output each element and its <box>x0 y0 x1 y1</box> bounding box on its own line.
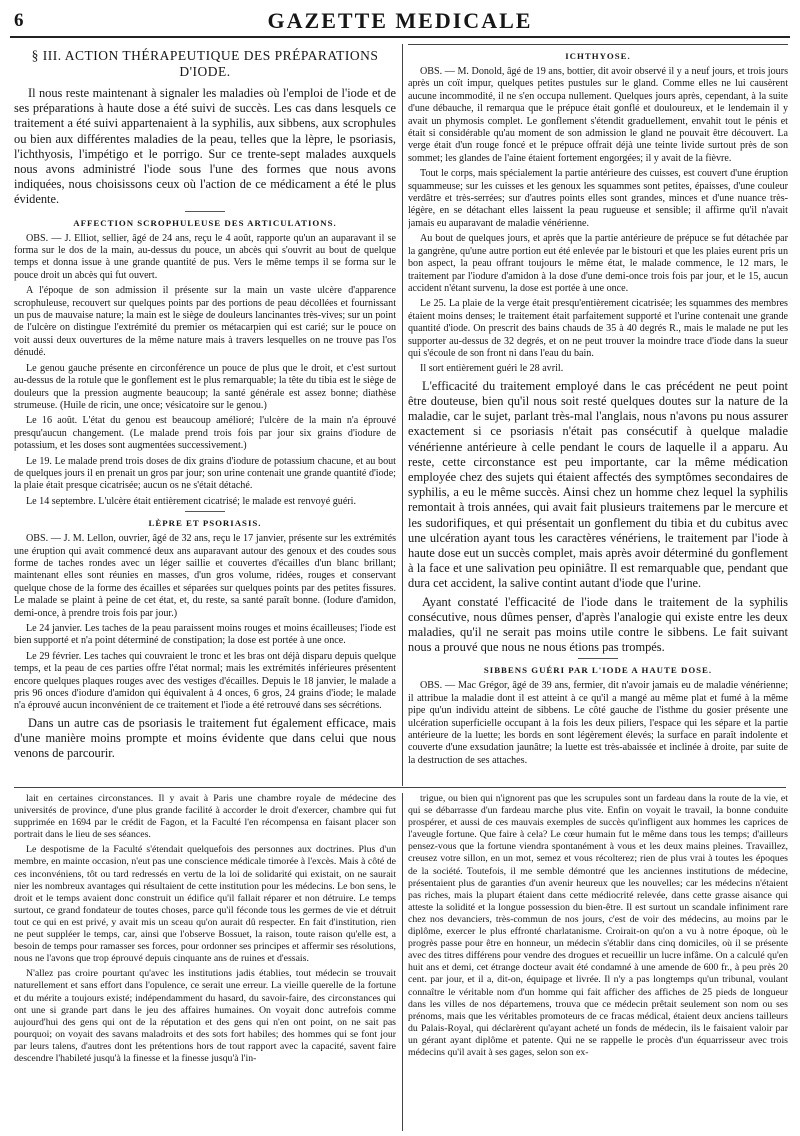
case-paragraph: Le 25. La plaie de la verge était presqu'entièrement cicatrisée; les squammes des membres étaient moins denses; le traitement était parfaitement supporté et l'urine contenait une grande quantité d'iode. On prescrit des bains chauds de 35 à 40 degrés R., mais le malade ne put les supporter au-dessus de 32 degrés, et on ne peut trouver la moindre trace d'iode dans la sueur qui s'écoule de son front ni dans l'eau du bain. <box>408 298 788 359</box>
separator <box>578 658 618 659</box>
case-paragraph: Le 29 février. Les taches qui couvraient le tronc et les bras ont déjà disparu depuis quelque temps, et la peau de ces parties offre l'état normal; mais les extrémités inférieures présentent encore quelques plaques rouges avec des vestiges d'écailles. Depuis le 18 janvier, le malade a pris 96 onces d'iodure d'amidon qui équivalent à 4 onces, 6 gros, 24 grains d'iode; le malade n'a éprouvé aucun inconvénient de ce traitement et l'iode a été retrouvé dans ses sécrétions. <box>14 650 396 712</box>
case-paragraph: Il sort entièrement guéri le 28 avril. <box>420 363 564 375</box>
case-paragraph: Le 16 août. L'état du genou est beaucoup amélioré; l'ulcère de la main n'a éprouvé presqu'aucun changement. (Le malade prend trois fois par jour six grains d'iodure de potassium, et les doses sont augmentées successivement.) <box>14 415 396 452</box>
page-header <box>10 6 790 38</box>
feuilleton-column-divider <box>402 793 403 1131</box>
section-title: § III. ACTION THÉRAPEUTIQUE DES PRÉPARATIONS D'IODE. <box>31 48 379 79</box>
newspaper-page <box>10 6 790 1132</box>
column-divider <box>402 44 403 786</box>
article-columns <box>10 44 790 786</box>
feuilleton-paragraph: Le despotisme de la Faculté s'étendait quelquefois des personnes aux doctrines. Plus d'un membre, en mainte occasion, n'eut pas une conscience médicale timorée à l'excès. Mais à côté de ces inconvéniens, tôt ou tard redressés en vertu de la loi de solidarité qui existait, on ne saurait nier les nombreux avantages qui résultaient de cette institution pour les médecins. Le bon sens, le droit et le temps avaient donc construit un édifice qu'il fallait réparer et non détruire. Le temps surtout, ce grand fondateur de toutes choses, parce qu'il féconde tous les germes de vie et détruit tout ce qui en est privé, y avait mis un sceau qu'on aurait dû respecter. En fait d'institution, rien ne peut suppléer le temps, car, ainsi que l'observe Bossuet, la raison, toute raison qu'elle est, a besoin de temps pour ramasser ses forces, pour ordonner ses principes et affermir ses résolutions, nous ne l'avons que trop éprouvé depuis cinquante ans de ruines et d'essais. <box>14 844 396 965</box>
closing-paragraph: Dans un autre cas de psoriasis le traitement fut également efficace, mais d'une manière moins prompte et moins évidente que dans celui que nous venons de parcourir. <box>14 715 396 761</box>
feuilleton <box>10 793 790 1131</box>
masthead-title: GAZETTE MEDICALE <box>267 8 533 33</box>
separator <box>185 211 225 212</box>
case-paragraph: Le 24 janvier. Les taches de la peau paraissent moins rouges et moins écailleuses; l'iode est bien supporté et n'a point déterminé de constipation; la dose est portée à une once. <box>14 623 396 647</box>
case-paragraph: Le 14 septembre. L'ulcère était entièrement cicatrisé; le malade est renvoyé guéri. <box>26 495 356 507</box>
heading-ichthyosis: ICHTHYOSE. <box>565 51 631 61</box>
feuilleton-left-column <box>14 793 396 1131</box>
heading-leprosy: LÈPRE ET PSORIASIS. <box>148 518 262 529</box>
left-column <box>14 44 396 786</box>
feuilleton-right-column <box>408 793 788 1131</box>
case-paragraph: OBS. — J. Elliot, sellier, âgé de 24 ans, reçu le 4 août, rapporte qu'un an auparavant il se forma sur le dos de la main, au-dessus du pouce, un abcès qui s'ouvrit au bout de quelque temps et donna issue à une grande quantité de pus. Vers le même temps il se forma sur le pouce droit un abcès qui fut ouvert. <box>14 232 396 281</box>
top-rule <box>408 44 788 45</box>
case-paragraph: Le genou gauche présente en circonférence un pouce de plus que le droit, et c'est surtout au-dessus de la rotule que le gonflement est le plus remarquable; la tête du tibia est le siège de douleurs que la pression augmente beaucoup; la santé générale est assez bonne; diathèse strumeuse. (Huile de ricin, une once; vésicatoire sur le genou.) <box>14 362 396 411</box>
case-paragraph: OBS. — Mac Grégor, âgé de 39 ans, fermier, dit n'avoir jamais eu de maladie vénérienne; il attribue la maladie dont il est atteint à ce qu'il a mangé au même plat et fumé à la même pipe qu'un individu atteint de sibbens. Le côté gauche de l'isthme du gosier présente une ulcération superficielle occupant à la fois les deux piliers, l'espace qui les sépare et la partie antérieure de la luette; les bords en sont légèrement élevés; la surface en paraît indolente et couverte d'une exsudation jaunâtre; la luette est très-abaissée et inclinée à droite, par suite de la destruction de ses attaches. <box>408 680 788 766</box>
case-paragraph: OBS. — M. Donold, âgé de 19 ans, bottier, dit avoir observé il y a neuf jours, et trois jours après un coït impur, quelques petites pustules sur le gland. Comme elles ne lui causèrent aucune incommodité, il ne s'en occupa nullement. Quelques jours après, cependant, à la suite d'une débauche, il remarqua que le prépuce était gonflé et douloureux, et le lendemain il y avait un phymosis complet. Le gonflement s'étendit graduellement, envahit tout le pénis et était si considérable qu'au moment de son admission le gland ne pouvait être découvert. La verge était d'un rouge foncé et le prépuce offrait déjà une teinte livide surtout près de son sommet; les glandes de l'aine étaient fortement engorgées; il y avait de la fièvre. <box>408 66 788 164</box>
feuilleton-paragraph: lait en certaines circonstances. Il y avait à Paris une chambre royale de médecine des universités de province, d'une plus grande facilité à accorder le droit d'exercer, chambre qui fut supprimée en 1694 par le crédit de Fagon, et la Faculté l'en récompensa en faisant placer son portrait dans le lieu de ses séances. <box>14 793 396 841</box>
case-paragraph: A l'époque de son admission il présente sur la main un vaste ulcère d'apparence scrophuleuse, recouvert sur quelques points par des portions de peau décollées et fournissant un pus de mauvaise nature; la main est le siège de douleurs lancinantes très-vives; sur un point de l'ulcère on distingue l'extrémité du premier os métacarpien qui est carié; sur le pouce on voit aussi deux ouvertures de la même nature mais à travers lesquelles on ne trouve pas l'os dénudé. <box>14 285 396 359</box>
case-paragraph: Au bout de quelques jours, et après que la partie antérieure de prépuce se fut détachée par la gangrène, qu'une autre portion eut été enlevée par le bistouri et que les plaies eurent pris un bon aspect, la peau offrant toujours le même état, le malade commence, le 12 mars, le traitement par l'iodure d'amidon à la dose d'une demi-once trois fois par jour, et le 15, aucun accident n'étant survenu, la dose est portée à une once. <box>408 233 788 294</box>
feuilleton-paragraph: trigue, ou bien qui n'ignorent pas que les scrupules sont un fardeau dans la route de la vie, et qui se débarrasse d'un fardeau marche plus vite. Enfin on voyait le travail, la bonne conduite prospérer, et aussi de ces mauvais exemples de succès qu'infligent aux hommes les caprices de l'aveugle fortune. Que faire à cela? Le cœur humain fut le même dans tous les temps; d'ailleurs pensez-vous que la fortune viendra spontanément à vous et les deux mains pleines. Travaillez, creusez votre sillon, en un mot, semez et vous récolterez; rien de plus vrai à toutes les époques de la société. Toutefois, il me semble démontré que les anciennes institutions de médecine, présentaient plus de garanties d'un avenir heureux que les nouvelles; car les médecins n'étaient pas riches, mais la plupart étaient dans cette médiocrité relevée, dans cette grasse aisance qui atteste la solidité et la longue possession du bien-être. Il est surtout un scandale infiniment rare chez nos devanciers, très-commun de nos jours, c'est de voir des médecins, au moins par le diplôme, exercer le plus effronté charlatanisme. Croirait-on qu'on a vu à notre époque, où le progrès passe pour être en honneur, un médecin s'établir dans cinq domiciles, où il se présente avec des titres différens pour vendre des drogues et recueillir un lucre infâme. On a calculé qu'en huit ans et demi, cet étrange docteur avait été condamné à une amende de 600 fr., à peu près 20 cent. par jour, et il a, dit-on, équipage et livrée. Il n'y a pas longtemps qu'un tribunal, voulant connaître le véritable nom d'un homme qui fait afficher des affiches de 25 pieds de longueur dans les villes de nos départemens, trouva que ce médecin prêtait seulement son nom ou ses prénoms, mais que les véritables promoteurs de ce fracas médical, étaient deux anciens tailleurs du Palais-Royal, qui déclarèrent qu'ayant acheté un fonds de médecin, ils le faisaient valoir par un gérant ayant diplôme et patente. Qui ne se rappelle le procès d'un équarrisseur avec trois médecins qu'il avait à ses gages, selon son ex- <box>408 793 788 1058</box>
case-paragraph: Tout le corps, mais spécialement la partie antérieure des cuisses, est couvert d'une éruption squammeuse; sur les cuisses et les genoux les squammes sont petites, épaisses, d'une couleur verdâtre et très-serrées; sur d'autres points elles sont grandes, minces et d'une nuance très-légère, en se détachant elles laissent la peau rugueuse et sensible; il affirme qu'il n'avait jamais eu auparavant de maladie vénérienne. <box>408 168 788 229</box>
discussion-paragraph: L'efficacité du traitement employé dans le cas précédent ne peut point être douteuse, bien qu'il nous soit resté quelques doutes sur la nature de la maladie, car le sujet, parlant très-mal l'anglais, nous n'avons pu nous assurer exactement si ce psoriasis n'était pas consécutif à quelque maladie vénérienne antérieure à celle pendant le cours de laquelle il a apparu. Au reste, cette circonstance est peu importante, car la même médication employée chez des sujets qui étaient affectés des symptômes secondaires de syphilis, a eu le même succès. Ainsi chez un homme chez lequel la syphilis remontait à trois années, qui avait fait plusieurs traitemens par le mercure et les sudorifiques, et qui présentait un gonflement du tibia et du cubitus avec une ulcération ayant tous les caractères vénériens, le traitement par l'iode à haute dose eut un succès complet, mais après avoir déterminé du gonflement à la face et une salivation peu opiniâtre. Il est remarquable que, pendant que dura cet accident, la salive contint autant d'iode que l'urine. <box>408 378 788 591</box>
heading-sibbens: SIBBENS GUÉRI PAR L'IODE A HAUTE DOSE. <box>483 665 713 676</box>
case-paragraph: Le 19. Le malade prend trois doses de dix grains d'iodure de potassium chacune, et au bout de quelques jours il en prenait un gros par jour; son urine contenait une grande quantité d'iode; la plaie était presque cicatrisée; aucun os ne s'était détaché. <box>14 455 396 492</box>
feuilleton-paragraph: N'allez pas croire pourtant qu'avec les institutions jadis établies, tout médecin se trouvait naturellement et sans effort dans l'opulence, ce serait une erreur. La vieille querelle de la fortune et du mérite a toujours existé; indépendamment du hasard, du savoir-faire, des circonstances qui ont une si grande part dans le jeu des affaires humaines. On voyait donc autrefois comme aujourd'hui des gens qui ont de la réputation et des gens qui n'en ont point, on ne sait pas pourquoi; on voyait des savans maladroits et des sots fort habiles; des hommes qui se font jour par leurs talens, d'autres dont les prétentions hors de tout rapport avec la capacité, savent faire descendre l'habileté jusqu'à la finesse et la finesse jusqu'à l'in- <box>14 968 396 1064</box>
case-paragraph: OBS. — J. M. Lellon, ouvrier, âgé de 32 ans, reçu le 17 janvier, présente sur les extrémités une éruption qui avait commencé deux ans auparavant autour des genoux et des coudes sous forme de taches rondes avec un léger saillie et couvertes d'écailles d'un blanc brillant; maintenant elles sont réunies en masses, d'un gros volume, ridées, rouges et conservant quelque chose de la forme des écailles et séparées sur quelques points par des petites fissures. Le malade se plaint à peine de cet état, et, du reste, sa santé paraît bonne. (Iodure d'amidon, demi-once, à prendre trois fois par jour.) <box>14 533 396 619</box>
heading-scrofulous: AFFECTION SCROPHULEUSE DES ARTICULATIONS. <box>73 217 337 228</box>
right-column <box>408 44 788 786</box>
intro-paragraph: Il nous reste maintenant à signaler les maladies où l'emploi de l'iode et de ses préparations à haute dose a été suivi de succès. Les cas dans lesquels ce traitement a été suivi appartenaient à la syphilis, aux sibbens, aux scrophules ou bien aux différentes maladies de la peau, telles que la lèpre, le psoriasis, l'ichthyosis, l'impétigo et le porrigo. Sur ce trente-sept malades auxquels nous avons administré l'iode sous l'une des formes que nous avons indiquées, nous choisissons ceux où l'action de ce médicament a été le plus évidente. <box>14 86 396 207</box>
separator <box>185 511 225 512</box>
discussion-paragraph: Ayant constaté l'efficacité de l'iode dans le traitement de la syphilis consécutive, nous dûmes penser, d'après l'analogie qui existe entre les deux maladies, qu'il ne serait pas moins utile contre le sibbens. Le fait suivant nous a prouvé que nous ne nous étions pas trompés. <box>408 594 788 655</box>
page-number: 6 <box>14 10 24 31</box>
feuilleton-divider <box>14 787 786 788</box>
